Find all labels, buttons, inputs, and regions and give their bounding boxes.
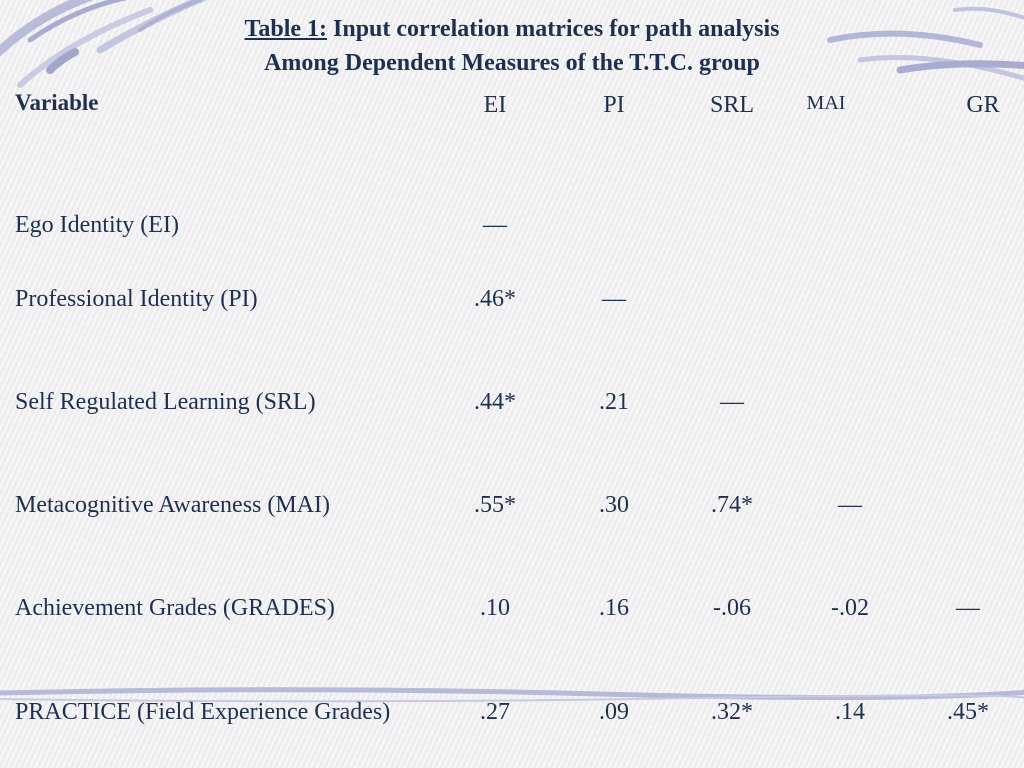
cell-practice-pi: .09 (599, 699, 629, 725)
table-number-label: Table 1: (244, 16, 328, 42)
cell-practice-ei: .27 (480, 699, 510, 725)
header-mai: MAI (806, 92, 846, 114)
title-text-1: Input correlation matrices for path analysis (327, 16, 780, 42)
cell-srl-pi: .21 (599, 389, 629, 415)
cell-srl-ei: .44* (474, 389, 516, 415)
cell-grades-pi: .16 (599, 595, 629, 621)
cell-practice-srl: .32* (711, 699, 753, 725)
header-ei: EI (483, 92, 507, 118)
cell-grades-ei: .10 (480, 595, 510, 621)
cell-practice-gr: .45* (947, 699, 989, 725)
header-pi: PI (603, 92, 625, 118)
title-line-2: Among Dependent Measures of the T.T.C. group (264, 50, 760, 76)
row-label-grades: Achievement Grades (GRADES) (15, 595, 335, 621)
cell-mai-ei: .55* (474, 492, 516, 518)
header-variable: Variable (15, 90, 99, 115)
cell-pi-ei: .46* (474, 286, 516, 312)
cell-grades-gr: — (956, 595, 980, 621)
row-label-mai: Metacognitive Awareness (MAI) (15, 492, 331, 518)
cell-srl-srl: — (720, 389, 744, 415)
cell-mai-pi: .30 (599, 492, 629, 518)
table-title (0, 12, 1024, 80)
cell-practice-mai: .14 (835, 699, 865, 725)
row-label-srl: Self Regulated Learning (SRL) (15, 389, 316, 415)
row-label-pi: Professional Identity (PI) (15, 286, 258, 312)
header-gr: GR (966, 92, 1000, 118)
cell-mai-mai: — (838, 492, 862, 518)
cell-grades-srl: -.06 (713, 595, 751, 621)
cell-pi-pi: — (602, 286, 626, 312)
cell-mai-srl: .74* (711, 492, 753, 518)
row-label-ei: Ego Identity (EI) (15, 212, 179, 238)
row-label-practice: PRACTICE (Field Experience Grades) (15, 699, 391, 725)
title-line-1 (0, 12, 1024, 46)
header-srl: SRL (709, 92, 754, 118)
cell-ei-ei: — (483, 212, 507, 238)
cell-grades-mai: -.02 (831, 595, 869, 621)
